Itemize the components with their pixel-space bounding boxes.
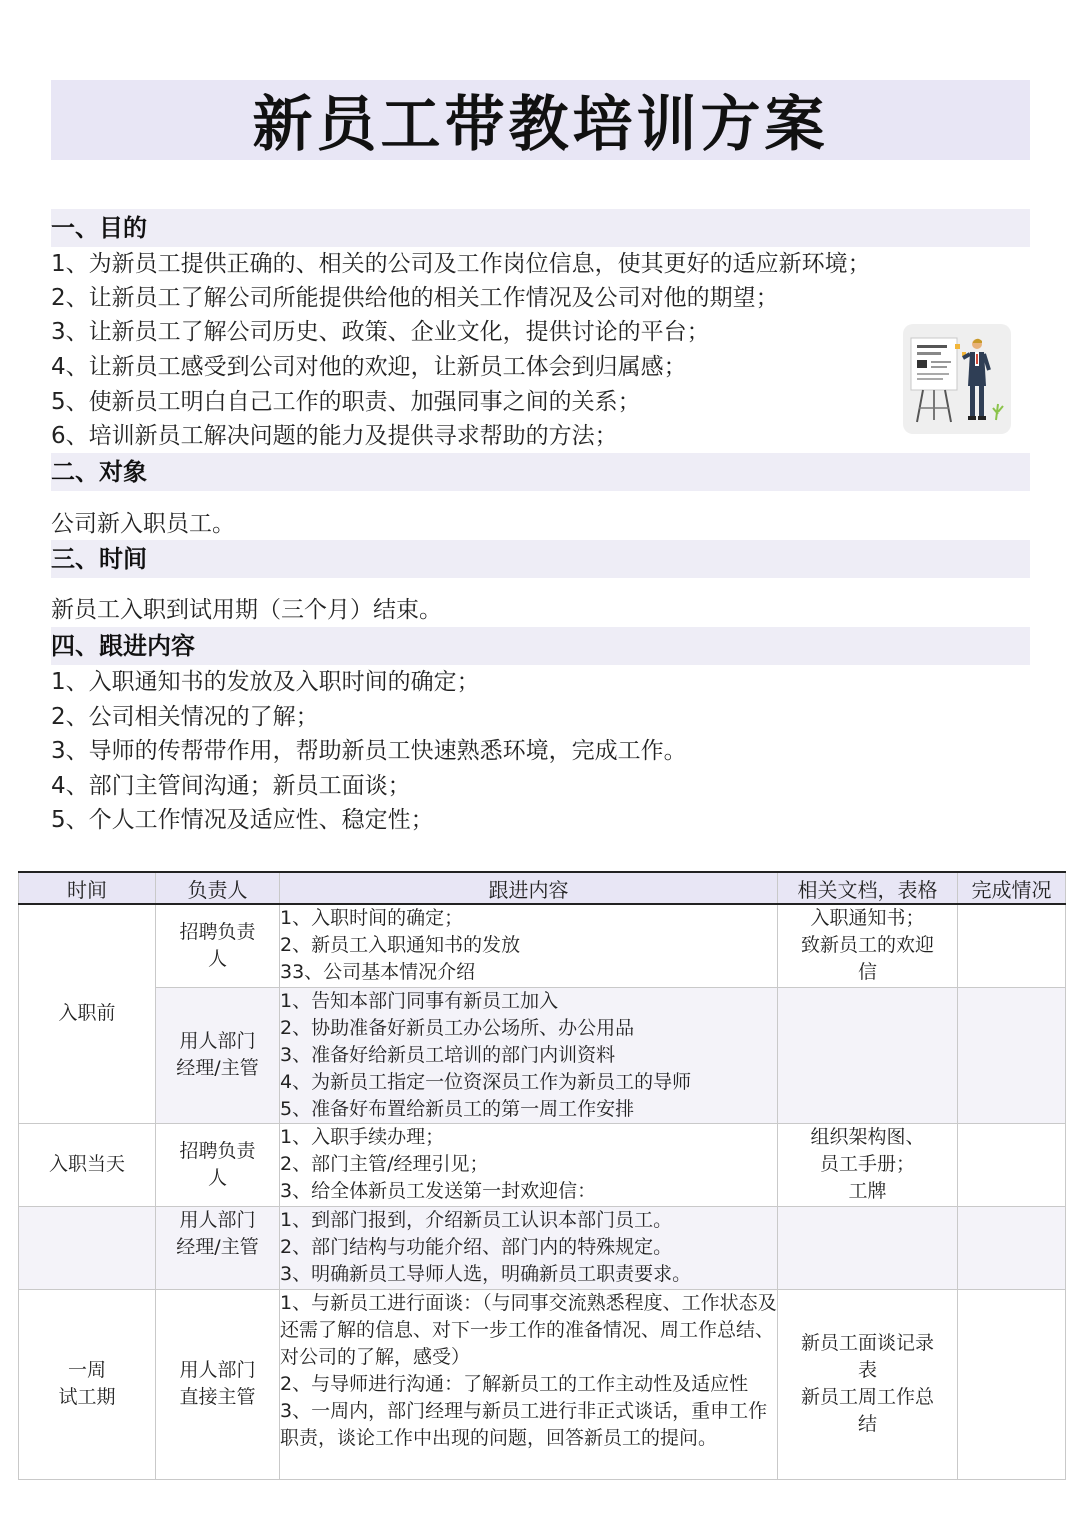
target-text: 公司新入职员工。 — [51, 511, 235, 537]
content-cell — [280, 1123, 778, 1206]
followup-item: 3、导师的传帮带作用，帮助新员工快速熟悉环境，完成工作。 — [51, 738, 687, 764]
docs-line: 工牌 — [848, 1179, 887, 1202]
owner-cell — [156, 1206, 280, 1289]
docs-cell — [778, 1289, 958, 1479]
followup-item: 2、公司相关情况的了解； — [51, 704, 319, 730]
content-line: 2、协助准备好新员工办公场所、办公用品 — [280, 1016, 635, 1039]
content-line: 1、入职手续办理； — [280, 1125, 445, 1148]
status-cell[interactable] — [958, 1206, 1066, 1289]
content-line: 2、部门结构与功能介绍、部门内的特殊规定。 — [280, 1235, 673, 1258]
docs-line: 表 — [857, 1359, 877, 1381]
status-cell[interactable] — [958, 1289, 1066, 1479]
followup-item: 4、部门主管间沟通；新员工面谈； — [51, 773, 411, 799]
owner-line: 直接主管 — [179, 1386, 256, 1408]
purpose-item: 6、培训新员工解决问题的能力及提供寻求帮助的方法； — [51, 423, 618, 449]
docs-line: 新员工面谈记录 — [800, 1332, 934, 1354]
status-cell[interactable] — [958, 987, 1066, 1123]
purpose-item: 5、使新员工明白自己工作的职责、加强同事之间的关系； — [51, 389, 641, 415]
status-cell[interactable] — [958, 904, 1066, 987]
table-row — [19, 1289, 1066, 1479]
content-cell — [280, 904, 778, 987]
table-row — [19, 1123, 1066, 1206]
content-line: 2、部门主管/经理引见； — [280, 1152, 489, 1175]
docs-cell — [778, 1123, 958, 1206]
content-line: 1、告知本部门同事有新员工加入 — [280, 989, 559, 1012]
content-line: 4、为新员工指定一位资深员工作为新员工的导师 — [280, 1070, 692, 1093]
content-cell — [280, 987, 778, 1123]
docs-line: 入职通知书； — [810, 907, 925, 929]
time-text: 新员工入职到试用期（三个月）结束。 — [51, 597, 442, 623]
section-heading-time: 三、时间 — [51, 540, 1030, 578]
content-line: 33、公司基本情况介绍 — [280, 961, 476, 983]
content-line: 1、入职时间的确定； — [280, 907, 464, 929]
content-line: 1、到部门报到，介绍新员工认识本部门员工。 — [280, 1208, 673, 1231]
owner-cell — [156, 904, 280, 987]
docs-line: 新员工周工作总 — [800, 1386, 934, 1408]
docs-line: 员工手册； — [819, 1152, 915, 1175]
owner-line: 用人部门 — [179, 1030, 256, 1052]
header-owner: 负责人 — [156, 872, 280, 904]
owner-line: 招聘负责 — [179, 1139, 256, 1162]
docs-cell — [778, 1206, 958, 1289]
content-line: 2、与导师进行沟通：了解新员工的工作主动性及适应性 — [280, 1372, 749, 1395]
stage-cell — [19, 1289, 156, 1479]
owner-line: 人 — [207, 1166, 227, 1189]
followup-item: 5、个人工作情况及适应性、稳定性； — [51, 807, 434, 833]
onboarding-plan-table — [18, 871, 1066, 1480]
table-row — [19, 1206, 1066, 1289]
owner-cell — [156, 1289, 280, 1479]
content-line: 2、新员工入职通知书的发放 — [280, 934, 521, 956]
table-header-row — [19, 872, 1066, 904]
stage-line: 一周 — [67, 1359, 106, 1381]
page-title: 新员工带教培训方案 — [252, 90, 829, 160]
stage-cell-empty — [19, 1206, 156, 1289]
header-time: 时间 — [19, 872, 156, 904]
owner-line: 人 — [207, 947, 227, 970]
table-row — [19, 904, 1066, 987]
content-cell — [280, 1206, 778, 1289]
purpose-item: 1、为新员工提供正确的、相关的公司及工作岗位信息，使其更好的适应新环境； — [51, 251, 871, 277]
header-status: 完成情况 — [958, 872, 1066, 904]
stage-cell: 入职前 — [19, 904, 156, 1123]
title-banner — [51, 80, 1030, 160]
header-content: 跟进内容 — [280, 872, 778, 904]
owner-line: 经理/主管 — [176, 1235, 259, 1258]
content-line: 1、与新员工进行面谈：（与同事交流熟悉程度、工作状态及还需了解的信息、对下一步工作的准备情况、周工作总结、对公司的了解，感受） — [280, 1291, 777, 1368]
content-line: 3、给全体新员工发送第一封欢迎信： — [280, 1179, 597, 1202]
followup-item: 1、入职通知书的发放及入职时间的确定； — [51, 669, 480, 695]
docs-cell — [778, 987, 958, 1123]
header-docs: 相关文档，表格 — [778, 872, 958, 904]
docs-line: 组织架构图、 — [810, 1125, 925, 1148]
docs-line: 信 — [857, 961, 877, 983]
owner-cell — [156, 987, 280, 1123]
stage-line: 试工期 — [58, 1386, 116, 1408]
owner-line: 招聘负责 — [179, 920, 256, 943]
section-heading-purpose: 一、目的 — [51, 209, 1030, 247]
content-line: 3、一周内，部门经理与新员工进行非正式谈话，重申工作职责，谈论工作中出现的问题，回答新员工的提问。 — [280, 1399, 768, 1449]
docs-line: 结 — [857, 1413, 877, 1435]
docs-cell — [778, 904, 958, 987]
content-line: 3、准备好给新员工培训的部门内训资料 — [280, 1043, 616, 1066]
purpose-item: 3、让新员工了解公司历史、政策、企业文化，提供讨论的平台； — [51, 319, 710, 345]
owner-line: 用人部门 — [179, 1359, 256, 1381]
presentation-illustration-icon — [903, 324, 1011, 434]
content-line: 5、准备好布置给新员工的第一周工作安排 — [280, 1097, 635, 1120]
section-heading-target: 二、对象 — [51, 453, 1030, 491]
purpose-item: 4、让新员工感受到公司对他的欢迎，让新员工体会到归属感； — [51, 354, 687, 380]
section-heading-followup: 四、跟进内容 — [51, 627, 1030, 665]
owner-line: 用人部门 — [179, 1208, 256, 1231]
docs-line: 致新员工的欢迎 — [800, 934, 934, 956]
stage-cell: 入职当天 — [19, 1123, 156, 1206]
owner-line: 经理/主管 — [176, 1057, 259, 1079]
content-cell — [280, 1289, 778, 1479]
status-cell[interactable] — [958, 1123, 1066, 1206]
owner-cell — [156, 1123, 280, 1206]
content-line: 3、明确新员工导师人选，明确新员工职责要求。 — [280, 1262, 692, 1285]
table-row — [19, 987, 1066, 1123]
purpose-item: 2、让新员工了解公司所能提供给他的相关工作情况及公司对他的期望； — [51, 285, 779, 311]
